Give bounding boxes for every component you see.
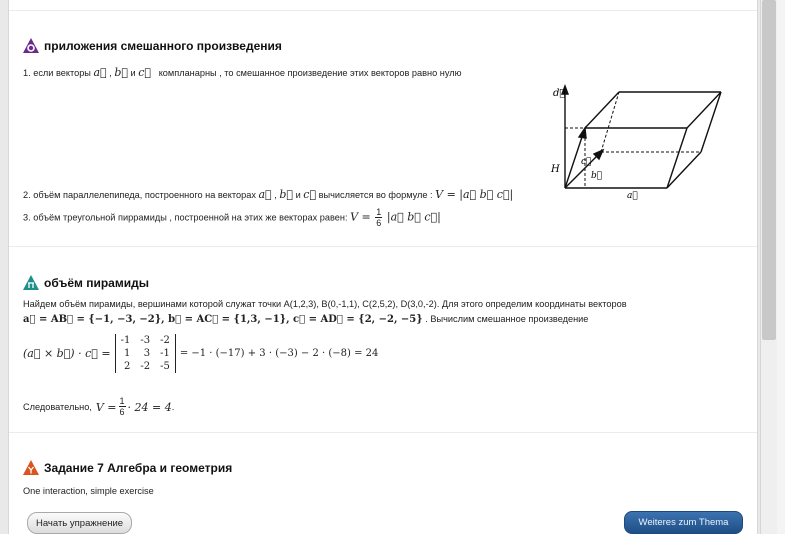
window-edge [777, 0, 785, 534]
task-subtitle: One interaction, simple exercise [23, 486, 154, 496]
vertical-scrollbar[interactable] [760, 0, 777, 534]
divider-2 [9, 432, 757, 433]
scrollbar-thumb[interactable] [762, 0, 776, 340]
pyramid-vectors-line: a⃗ = AB⃗ = {−1, −3, −2}, b⃗ = AC⃗ = {1,3, −1}, c⃗ = AD⃗ = {2, −2, −5} . Вычислим смешанное произведение [23, 314, 589, 325]
label-d: d⃗ [553, 88, 566, 99]
parallelepiped-volume-formula: V = |a⃗ b⃗ c⃗| [435, 188, 514, 201]
label-a: a⃗ [627, 191, 638, 201]
more-on-topic-button[interactable]: Weiteres zum Thema [624, 511, 743, 534]
section-pyramid-title: объём пирамиды [23, 275, 149, 290]
triangle-o-icon [23, 38, 39, 53]
applications-line-3: 3. объём треугольной пиррамиды , построенной на этих же векторах равен: V = $\frac{1}{6}$ |a⃗ b⃗ c⃗| [23, 207, 441, 228]
content-page [8, 0, 758, 534]
pyramid-line-1: Найдем объём пирамиды, вершинами которой служат точки A(1,2,3), B(0,-1,1), C(2,5,2), D(3,0,-2). Для этого определим координаты векторов [23, 299, 627, 309]
start-exercise-button[interactable]: Начать упражнение [27, 512, 132, 534]
divider-1 [9, 246, 757, 247]
mixed-product-equation: (a⃗ × b⃗) · c⃗ = -1 -3 -2 1 3 -1 2 -2 -5 = −1 · (−17) + 3 · (−3) − 2 · (−8) = 24 [23, 335, 379, 372]
label-H: H [551, 164, 560, 175]
section-applications-title: приложения смешанного произведения [23, 38, 282, 53]
triangle-pi-icon [23, 275, 39, 290]
section-task-title: Задание 7 Алгебра и геометрия [23, 460, 232, 475]
applications-line-1: 1. если векторы a⃗ , b⃗ и c⃗ компланарны , то смешанное произведение этих векторов равно нулю [23, 66, 462, 79]
top-divider [9, 10, 757, 11]
determinant-matrix: -1 -3 -2 1 3 -1 2 -2 -5 [115, 334, 176, 373]
triangle-y-icon [23, 460, 39, 475]
applications-line-2: 2. объём параллелепипеда, построенного на векторах a⃗ , b⃗ и c⃗ вычисляется во формуле : V = |a⃗ b⃗ c⃗| [23, 188, 514, 201]
pyramid-conclusion: Следовательно, V = $\frac{1}{6}$ · 24 = 4 . [23, 396, 175, 417]
label-c: c⃗ [581, 157, 592, 167]
label-b: b⃗ [591, 171, 603, 181]
parallelepiped-figure [539, 82, 739, 202]
